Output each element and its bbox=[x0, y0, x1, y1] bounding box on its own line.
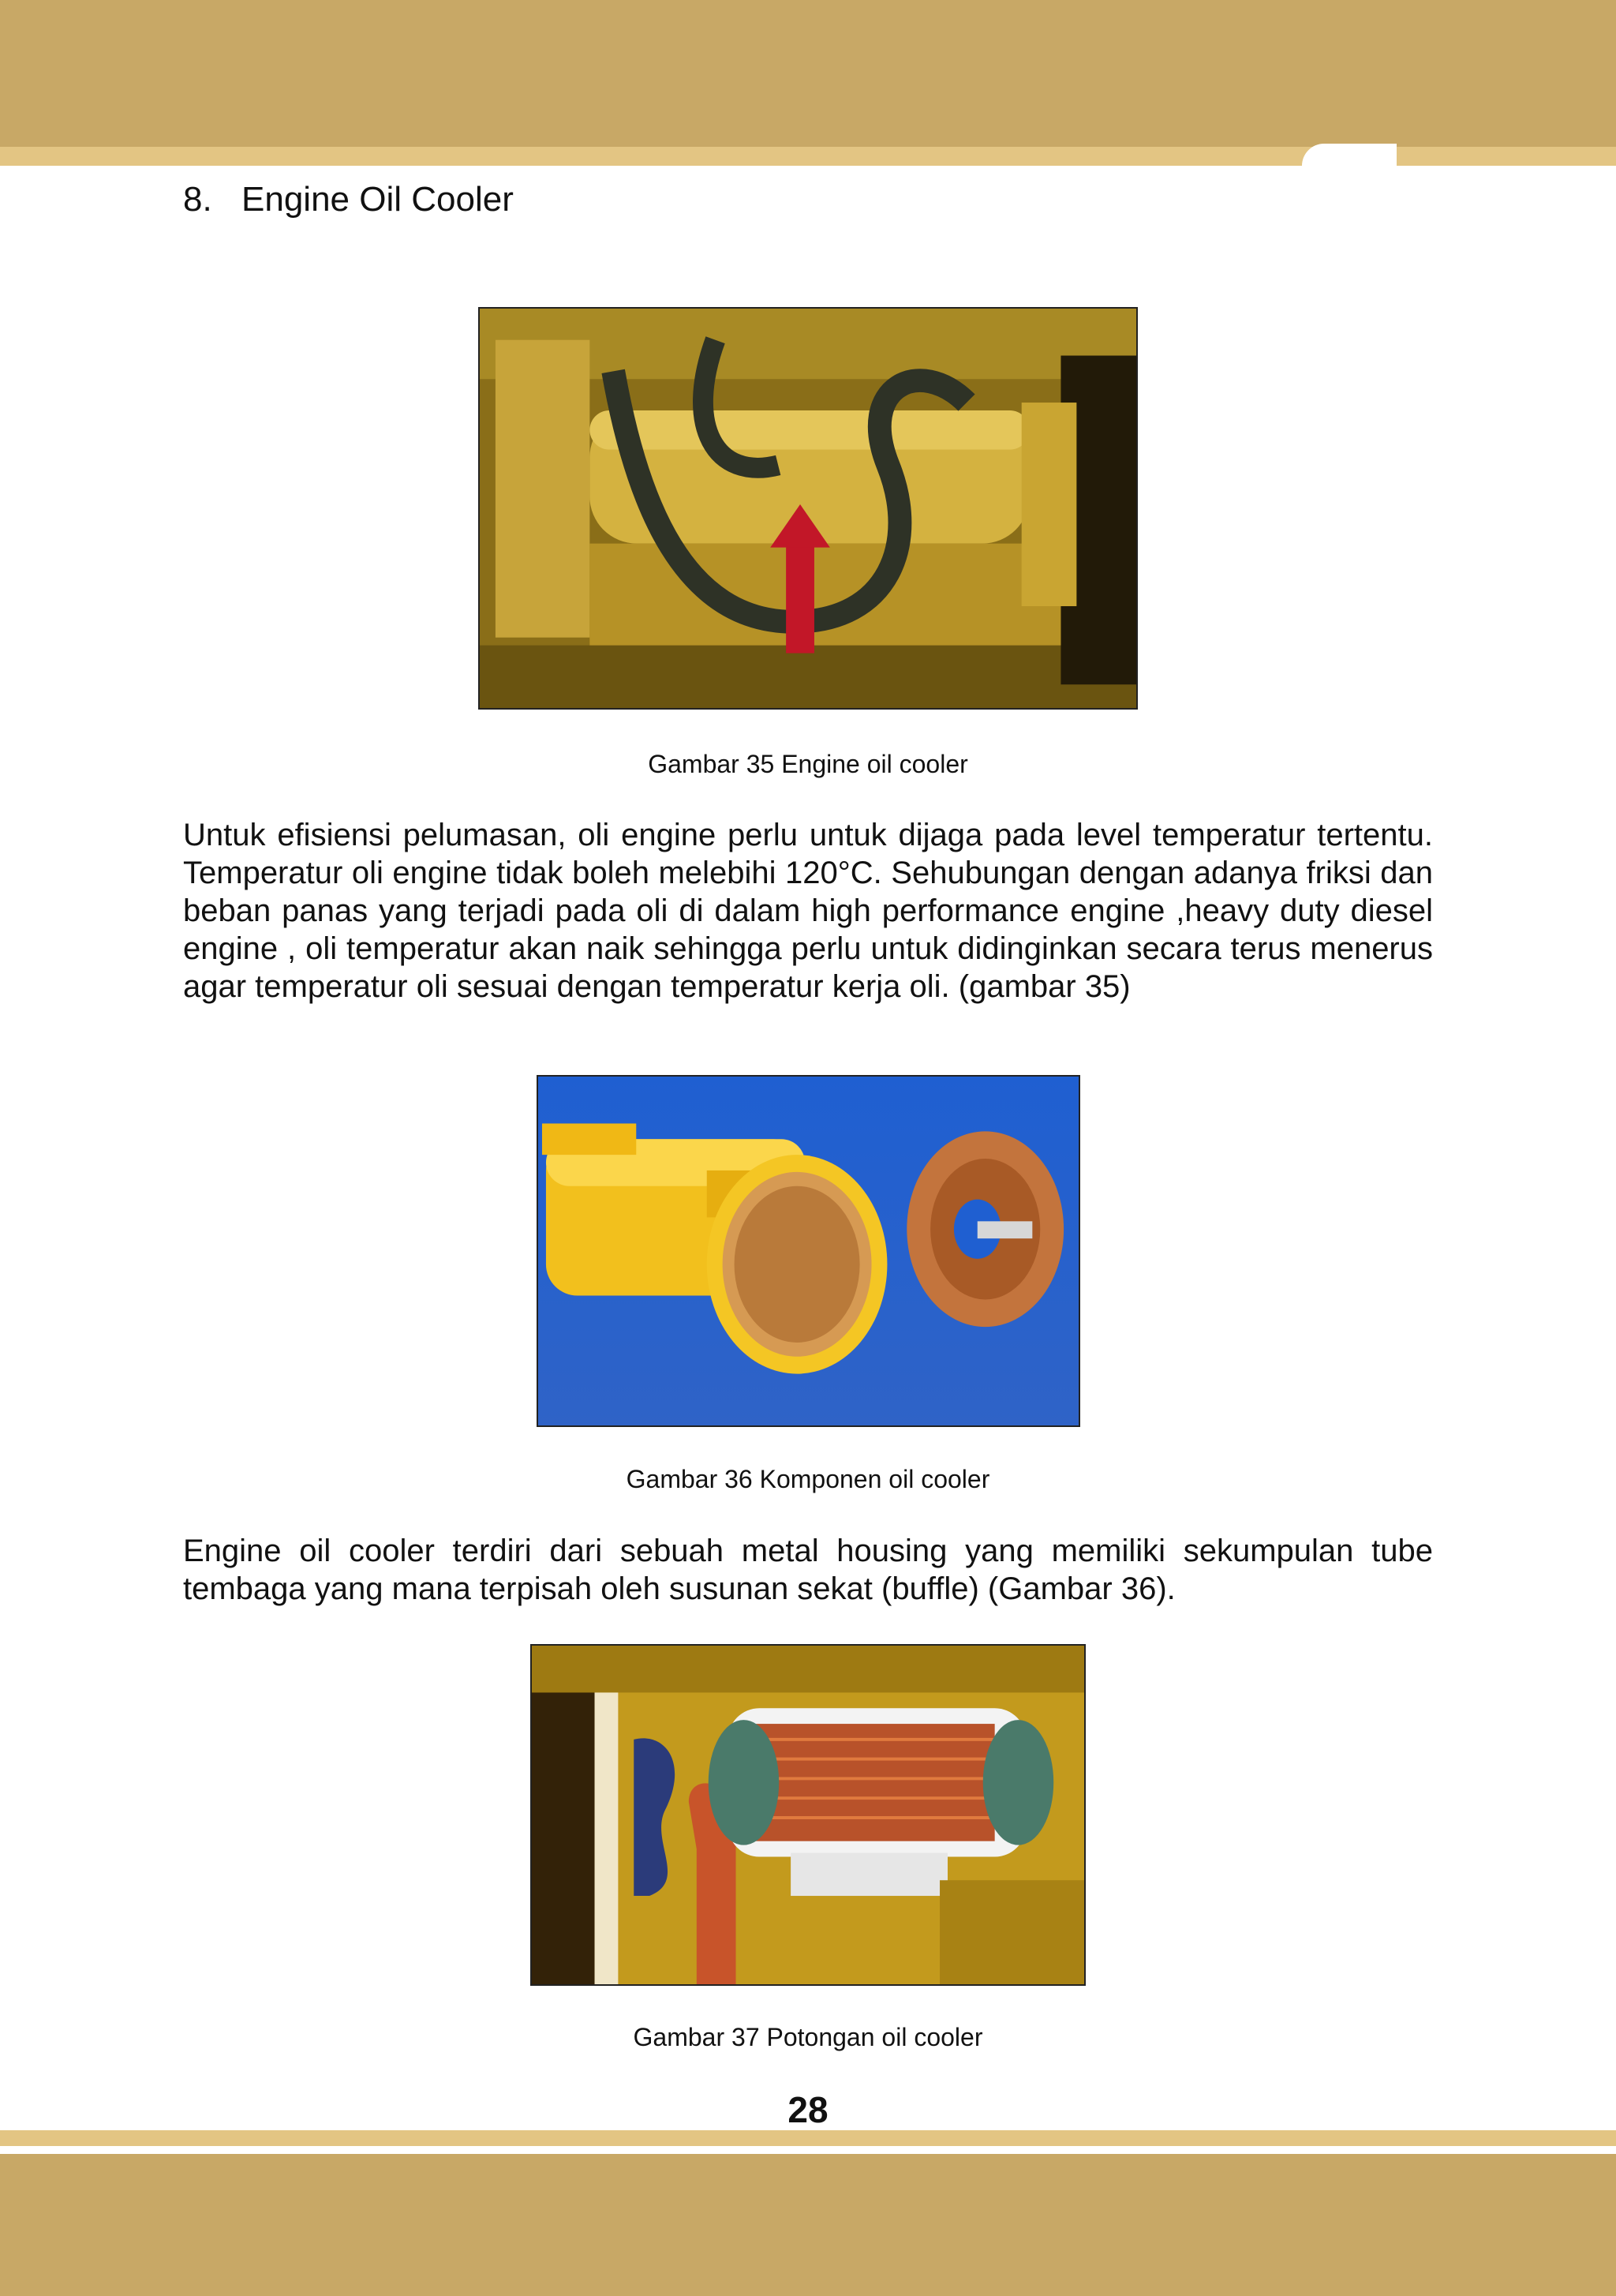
figure-caption: Gambar 36 Komponen oil cooler bbox=[626, 1465, 990, 1493]
footer-stripe bbox=[0, 2130, 1616, 2146]
footer-gap bbox=[0, 2146, 1616, 2154]
paragraph-housing: Engine oil cooler terdiri dari sebuah metal housing yang memiliki sekumpulan tube tembaga yang mana terpisah oleh susunan sekat (buffle) (Gambar 36). bbox=[183, 1534, 1433, 1606]
footer-band bbox=[0, 2154, 1616, 2296]
components-photo-illustration bbox=[538, 1077, 1079, 1425]
section-heading bbox=[183, 180, 514, 219]
page-number: 28 bbox=[787, 2089, 829, 2130]
engine-photo-illustration bbox=[480, 309, 1136, 708]
figure-caption: Gambar 35 Engine oil cooler bbox=[648, 750, 968, 778]
figure-oil-cooler-components bbox=[537, 1075, 1080, 1427]
cutaway-photo-illustration bbox=[532, 1646, 1084, 1984]
header-band bbox=[0, 0, 1616, 147]
figure-oil-cooler-cutaway bbox=[530, 1644, 1086, 1986]
section-number: 8. bbox=[183, 180, 212, 219]
header-decoration bbox=[1302, 144, 1397, 166]
paragraph-efisiensi: Untuk efisiensi pelumasan, oli engine perlu untuk dijaga pada level temperatur tertentu. Temperatur oli engine tidak boleh melebihi 120°C. Sehubungan dengan adanya friksi dan beban panas yang terjadi pada oli di dalam high performance engine ,heavy duty diesel engine , oli temperatur akan naik sehingga perlu untuk didinginkan secara terus menerus agar temperatur oli sesuai dengan temperatur kerja oli. (gambar 35) bbox=[183, 818, 1433, 1004]
figure-caption: Gambar 37 Potongan oil cooler bbox=[633, 2023, 983, 2051]
section-title: Engine Oil Cooler bbox=[241, 180, 514, 219]
figure-engine-oil-cooler bbox=[478, 307, 1138, 710]
